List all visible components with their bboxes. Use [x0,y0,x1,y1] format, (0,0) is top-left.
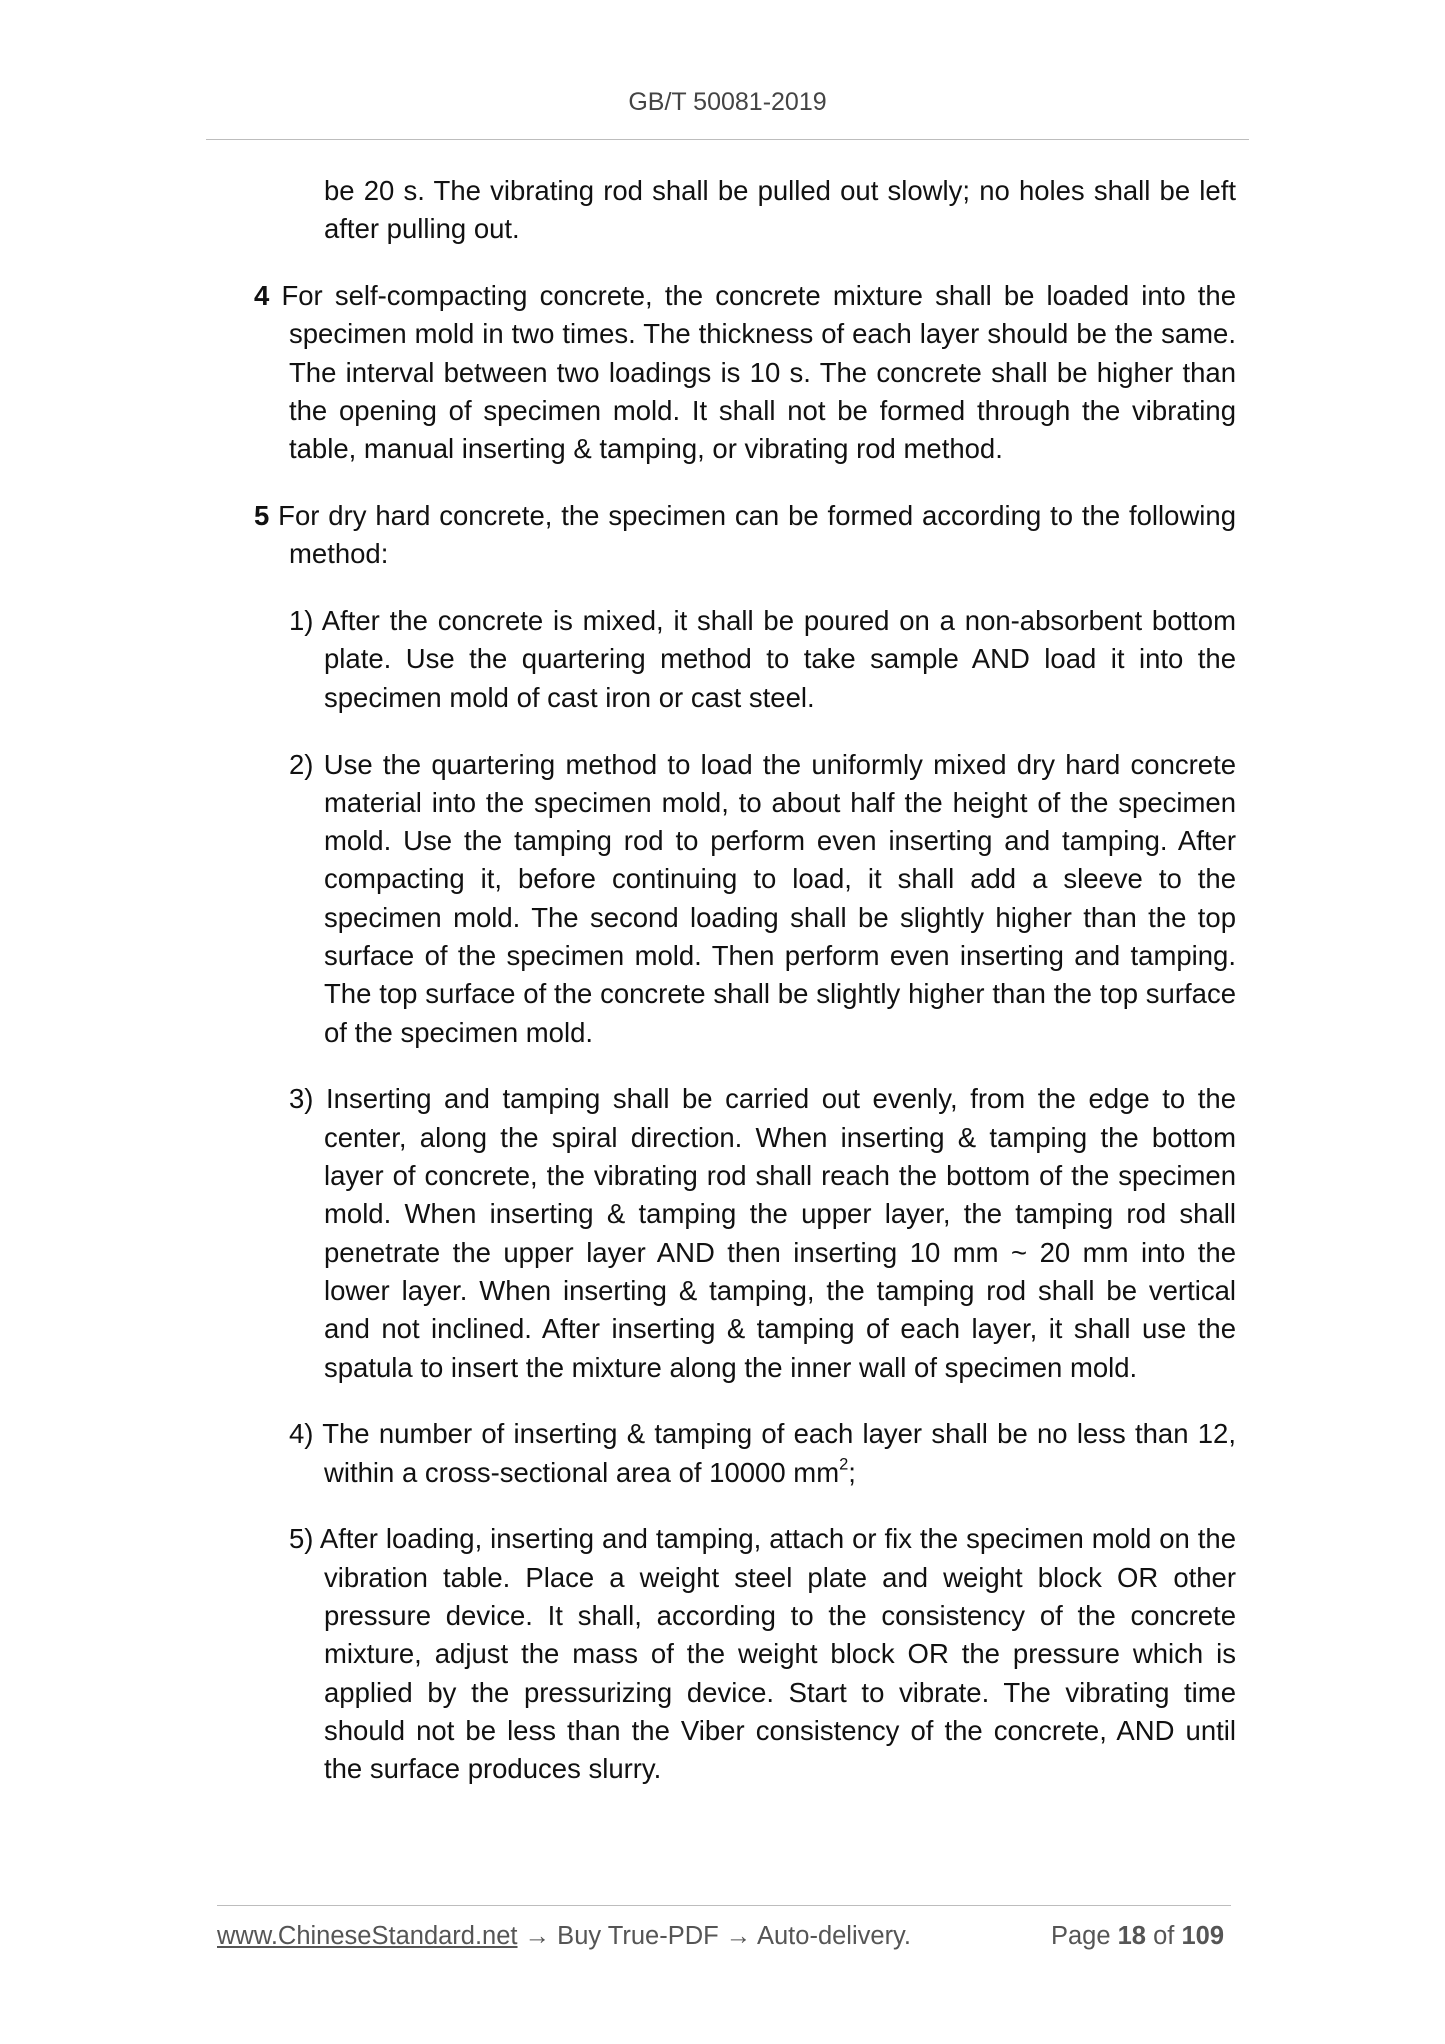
document-header: GB/T 50081-2019 [628,88,827,116]
footer-divider [217,1905,1231,1906]
clause-4-text: For self-compacting concrete, the concrete mixture shall be loaded into the specimen mold in two times. The thickness of each layer should be the same. The interval between two loadings is 10 s. The concrete shall be higher than the opening of specimen mold. It shall not be formed through the vibrating table, manual inserting & tamping, or vibrating rod method. [281,280,1236,465]
subitem-4-text: The number of inserting & tamping of each layer shall be no less than 12, within a cross-sectional area of 10000 mm [322,1418,1236,1488]
footer-promo [217,1922,911,1951]
subitem-5-text: After loading, inserting and tamping, attach or fix the specimen mold on the vibration table. Place a weight steel plate and weight block OR other pressure device. It shall, according to the consistency of the concrete mixture, adjust the mass of the weight block OR the pressure which is applied by the pressurizing device. Start to vibrate. The vibrating time should not be less than the Viber consistency of the concrete, AND until the surface produces slurry. [319,1523,1236,1785]
subitem-5-label: 5) [289,1523,314,1555]
subitem-5 [289,1520,1236,1788]
clause-4-number: 4 [254,280,270,312]
of-label: of [1153,1922,1175,1950]
page-footer [217,1922,1231,1958]
subitem-2 [289,746,1236,1052]
page-number: 18 [1117,1922,1146,1950]
chinesestandard-link[interactable]: www.ChineseStandard.net [217,1922,518,1950]
page-indicator [1051,1922,1224,1951]
clause-5-number: 5 [254,500,270,532]
subitem-1 [289,602,1236,717]
subitem-3 [289,1080,1236,1386]
subitem-3-label: 3) [289,1083,314,1115]
subitem-3-text: Inserting and tamping shall be carried out evenly, from the edge to the center, along the spiral direction. When inserting & tamping the bottom layer of concrete, the vibrating rod shall reach the bottom of the specimen mold. When inserting & tamping the upper layer, the tamping rod shall penetrate the upper layer AND then inserting 10 mm ~ 20 mm into the lower layer. When inserting & tamping, the tamping rod shall be vertical and not inclined. After inserting & tamping of each layer, it shall use the spatula to insert the mixture along the inner wall of specimen mold. [324,1083,1236,1383]
header-divider [206,139,1249,140]
subitem-4-suffix: ; [848,1456,856,1488]
continuation-paragraph: be 20 s. The vibrating rod shall be pulled out slowly; no holes shall be left after pulling out. [324,175,1236,245]
footer-promo-text: → Buy True-PDF → Auto-delivery. [517,1922,911,1950]
clause-5-text: For dry hard concrete, the specimen can be formed according to the following method: [278,500,1237,570]
subitem-1-text: After the concrete is mixed, it shall be poured on a non-absorbent bottom plate. Use the quartering method to take sample AND load it into the specimen mold of cast iron or cast steel. [321,605,1237,713]
subitem-2-text: Use the quartering method to load the uniformly mixed dry hard concrete material into the specimen mold, to about half the height of the specimen mold. Use the tamping rod to perform even inserting and tamping. After compacting it, before continuing to load, it shall add a sleeve to the specimen mold. The second loading shall be slightly higher than the top surface of the specimen mold. Then perform even inserting and tamping. The top surface of the concrete shall be slightly higher than the top surface of the specimen mold. [323,748,1236,1048]
document-body [254,172,1236,1788]
total-pages: 109 [1181,1922,1224,1950]
clause-5 [254,497,1236,574]
subitem-2-label: 2) [289,748,314,780]
subitem-4 [289,1415,1236,1492]
subitem-4-label: 4) [289,1418,314,1450]
subitem-1-label: 1) [289,605,314,637]
page-label: Page [1050,1922,1111,1950]
clause-4 [254,277,1236,468]
superscript-2: 2 [839,1455,849,1474]
